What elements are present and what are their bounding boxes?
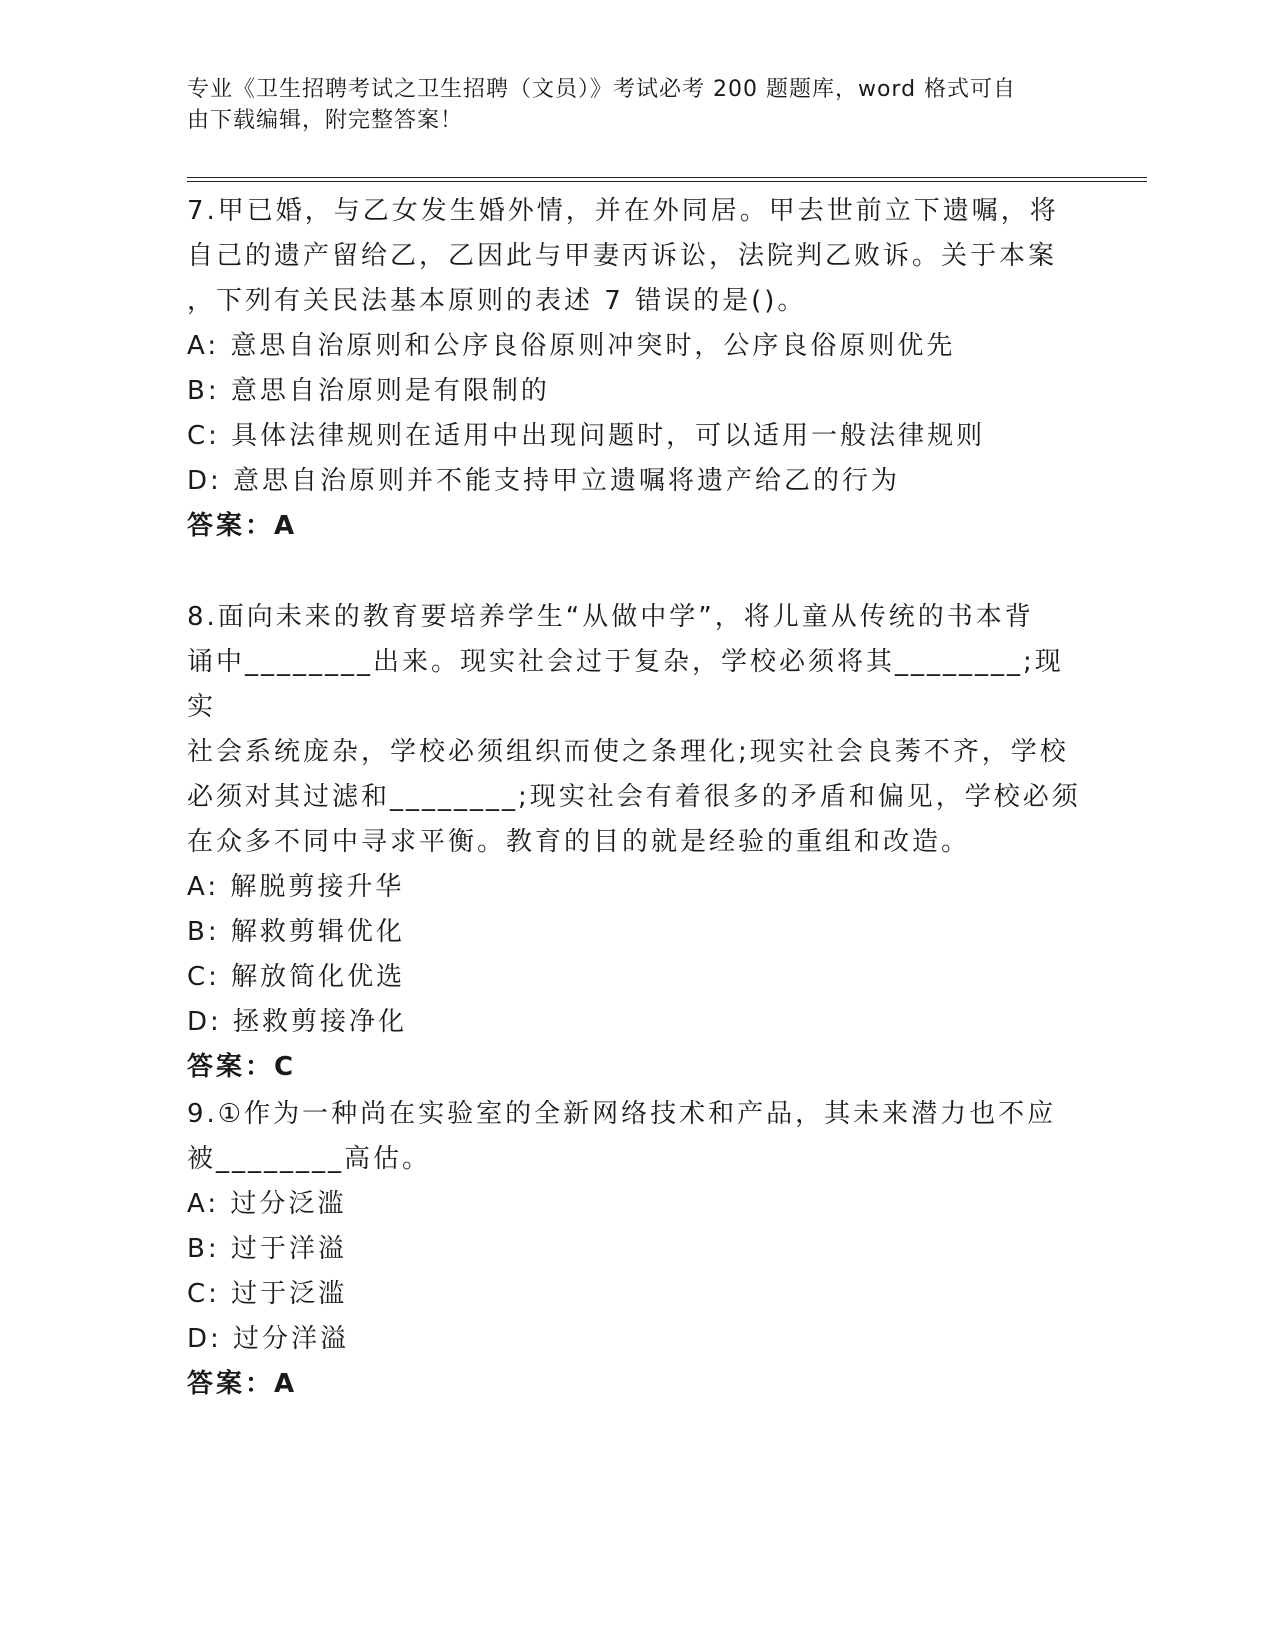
answer-label: 答案：C [187,1052,297,1082]
answer-label: 答案：A [187,511,298,541]
option-c: C: 具体法律规则在适用中出现问题时，可以适用一般法律规则 [187,421,986,451]
question-stem-line: 7.甲已婚，与乙女发生婚外情，并在外同居。甲去世前立下遗嘱，将 [187,196,1059,226]
question-8 [187,595,1087,1090]
document-header [187,74,1067,136]
question-stem-line: 8.面向未来的教育要培养学生“从做中学”，将儿童从传统的书本背 [187,602,1034,632]
question-stem-line: 诵中________出来。现实社会过于复杂，学校必须将其________;现实 [187,647,1064,722]
answer-label: 答案：A [187,1369,298,1399]
option-d: D: 意思自治原则并不能支持甲立遗嘱将遗产给乙的行为 [187,466,901,496]
option-d: D: 拯救剪接净化 [187,1007,408,1037]
option-b: B: 解救剪辑优化 [187,917,405,947]
option-c: C: 过于泛滥 [187,1279,348,1309]
question-stem-line: 在众多不同中寻求平衡。教育的目的就是经验的重组和改造。 [187,827,971,857]
header-line: 专业《卫生招聘考试之卫生招聘（文员）》考试必考 200 题题库，word 格式可自 [187,77,1017,102]
question-stem-line: 9.①作为一种尚在实验室的全新网络技术和产品，其未来潜力也不应 [187,1099,1057,1129]
question-stem-line: 社会系统庞杂，学校必须组织而使之条理化;现实社会良莠不齐，学校 [187,737,1069,767]
question-stem-line: 必须对其过滤和________;现实社会有着很多的矛盾和偏见，学校必须 [187,782,1081,812]
question-7 [187,189,1087,549]
option-a: A: 过分泛滥 [187,1189,347,1219]
header-divider [187,181,1147,182]
question-stem-line: 自己的遗产留给乙，乙因此与甲妻丙诉讼，法院判乙败诉。关于本案 [187,241,1058,271]
question-stem-line: ，下列有关民法基本原则的表述 7 错误的是()。 [187,286,807,316]
option-b: B: 意思自治原则是有限制的 [187,376,550,406]
option-a: A: 解脱剪接升华 [187,872,405,902]
option-a: A: 意思自治原则和公序良俗原则冲突时，公序良俗原则优先 [187,331,956,361]
header-divider [187,177,1147,178]
option-d: D: 过分洋溢 [187,1324,350,1354]
question-stem-line: 被________高估。 [187,1144,432,1174]
option-b: B: 过于洋溢 [187,1234,347,1264]
question-9 [187,1092,1087,1407]
option-c: C: 解放简化优选 [187,962,406,992]
header-line: 由下载编辑，附完整答案！ [187,108,464,133]
